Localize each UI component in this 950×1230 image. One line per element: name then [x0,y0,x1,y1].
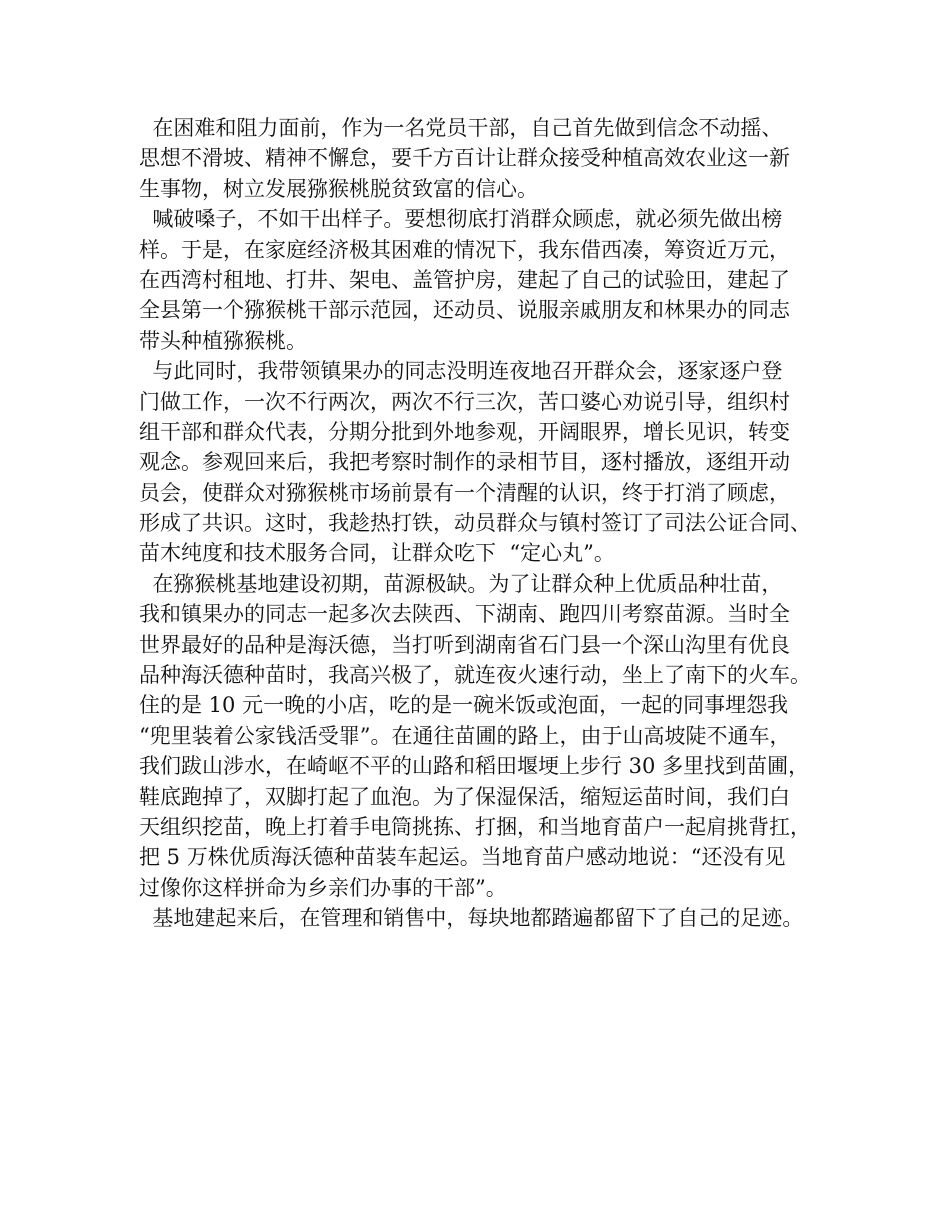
text-line: 观念。参观回来后，我把考察时制作的录相节目，逐村播放，逐组开动 [139,450,790,475]
text-line: 组干部和群众代表，分期分批到外地参观，开阔眼界，增长见识，转变 [139,419,790,444]
text-line: 生事物，树立发展猕猴桃脱贫致富的信心。 [139,176,538,201]
text-line: 住的是 10 元一晚的小店，吃的是一碗米饭或泡面，一起的同事埋怨我 [139,693,789,718]
text-line: 形成了共识。这时，我趁热打铁，动员群众与镇村签订了司法公证合同、 [139,511,811,536]
text-line: 样。于是，在家庭经济极其困难的情况下，我东借西凑，筹资近万元， [139,237,790,262]
text-line: 天组织挖苗，晚上打着手电筒挑拣、打捆，和当地育苗户一起肩挑背扛， [139,814,811,839]
text-line: 过像你这样拼命为乡亲们办事的干部”。 [139,875,507,900]
text-line: 我们跋山涉水，在崎岖不平的山路和稻田堰埂上步行 30 多里找到苗圃， [139,754,810,779]
text-line: 世界最好的品种是海沃德，当打听到湖南省石门县一个深山沟里有优良 [139,632,790,657]
text-line: 思想不滑坡、精神不懈怠，要千方百计让群众接受种植高效农业这一新 [139,146,790,171]
text-line: 我和镇果办的同志一起多次去陕西、下湖南、跑四川考察苗源。当时全 [139,602,790,627]
text-line: “兜里装着公家钱活受罪”。在通往苗圃的路上，由于山高坡陡不通车， [139,723,791,748]
text-line: 喊破嗓子，不如干出样子。要想彻底打消群众顾虑，就必须先做出榜 [139,207,783,232]
text-line: 苗木纯度和技术服务合同，让群众吃下 “定心丸”。 [139,541,615,566]
text-line: 鞋底跑掉了，双脚打起了血泡。为了保湿保活，缩短运苗时间，我们白 [139,784,790,809]
text-line: 基地建起来后，在管理和销售中，每块地都踏遍都留下了自己的足迹。 [139,906,804,931]
text-line: 在猕猴桃基地建设初期，苗源极缺。为了让群众种上优质品种壮苗， [139,571,783,596]
text-line: 在西湾村租地、打井、架电、盖管护房，建起了自己的试验田，建起了 [139,267,790,292]
text-line: 门做工作，一次不行两次，两次不行三次，苦口婆心劝说引导，组织村 [139,389,790,414]
text-line: 把 5 万株优质海沃德种苗装车起运。当地育苗户感动地说：“还没有见 [139,845,786,870]
text-line: 全县第一个猕猴桃干部示范园，还动员、说服亲戚朋友和林果办的同志 [139,298,790,323]
document-body [139,113,839,934]
text-line: 与此同时，我带领镇果办的同志没明连夜地召开群众会，逐家逐户登 [139,359,783,384]
text-line: 在困难和阻力面前，作为一名党员干部，自己首先做到信念不动摇、 [139,116,783,140]
text-line: 带头种植猕猴桃。 [139,328,307,353]
text-line: 员会，使群众对猕猴桃市场前景有一个清醒的认识，终于打消了顾虑， [139,480,790,505]
text-line: 品种海沃德种苗时，我高兴极了，就连夜火速行动，坐上了南下的火车。 [139,663,811,688]
